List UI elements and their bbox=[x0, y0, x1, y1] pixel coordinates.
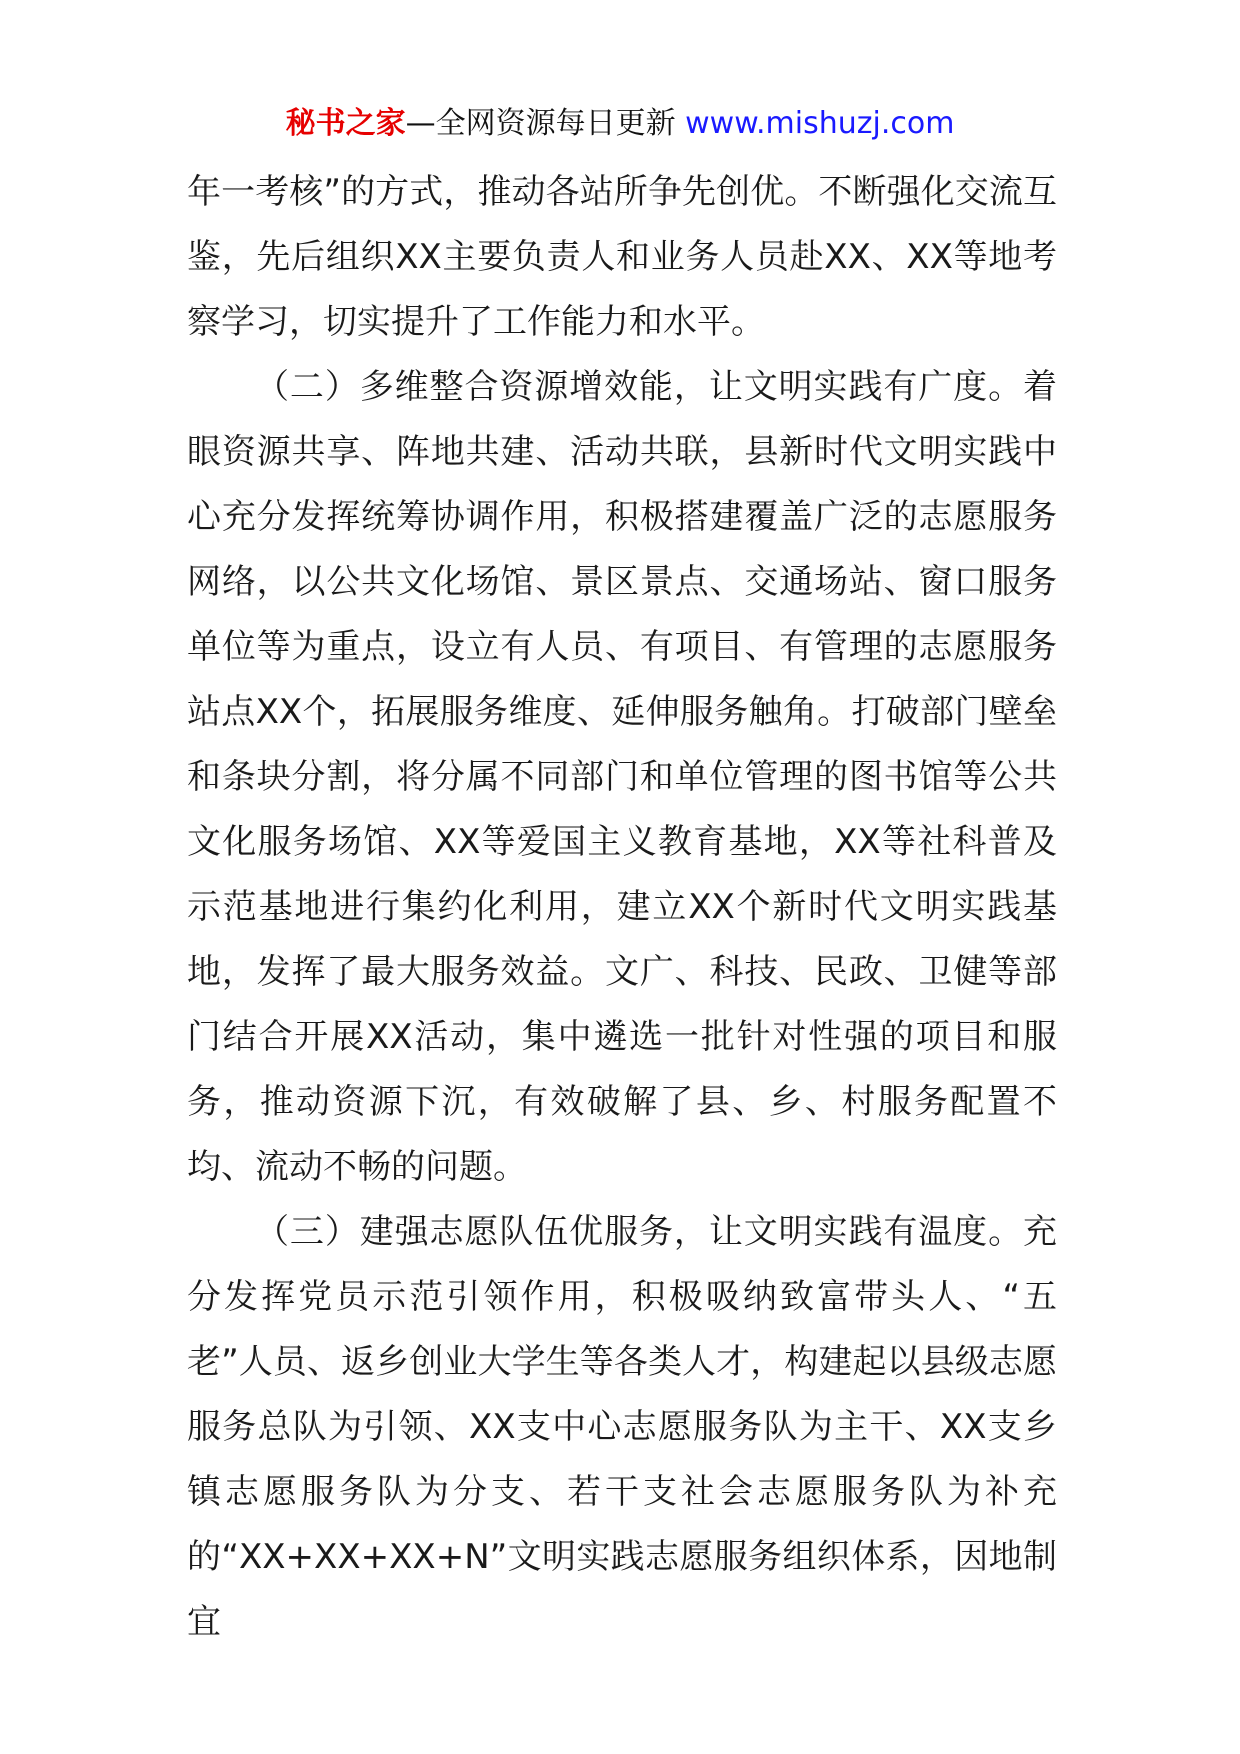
page-header bbox=[0, 100, 1240, 148]
paragraph-section-3: （三）建强志愿队伍优服务，让文明实践有温度。充分发挥党员示范引领作用，积极吸纳致富带头人、“五老”人员、返乡创业大学生等各类人才，构建起以县级志愿服务总队为引领、XX支中心志愿服务队为主干、XX支乡镇志愿服务队为分支、若干支社会志愿服务队为补充的“XX+XX+XX+N”文明实践志愿服务组织体系，因地制宜 bbox=[187, 1212, 1057, 1642]
header-slogan: —全网资源每日更新 bbox=[405, 106, 686, 141]
paragraph-continued: 年一考核”的方式，推动各站所争先创优。不断强化交流互鉴，先后组织XX主要负责人和业务人员赴XX、XX等地考察学习，切实提升了工作能力和水平。 bbox=[187, 172, 1057, 342]
paragraph-section-2: （二）多维整合资源增效能，让文明实践有广度。着眼资源共享、阵地共建、活动共联，县新时代文明实践中心充分发挥统筹协调作用，积极搭建覆盖广泛的志愿服务网络，以公共文化场馆、景区景点、交通场站、窗口服务单位等为重点，设立有人员、有项目、有管理的志愿服务站点XX个，拓展服务维度、延伸服务触角。打破部门壁垒和条块分割，将分属不同部门和单位管理的图书馆等公共文化服务场馆、XX等爱国主义教育基地，XX等社科普及示范基地进行集约化利用，建立XX个新时代文明实践基地，发挥了最大服务效益。文广、科技、民政、卫健等部门结合开展XX活动，集中遴选一批针对性强的项目和服务，推动资源下沉，有效破解了县、乡、村服务配置不均、流动不畅的问题。 bbox=[187, 367, 1057, 1187]
document-body bbox=[187, 160, 1057, 1655]
brand-name: 秘书之家 bbox=[285, 106, 406, 141]
website-link[interactable]: www.mishuzj.com bbox=[685, 106, 955, 141]
